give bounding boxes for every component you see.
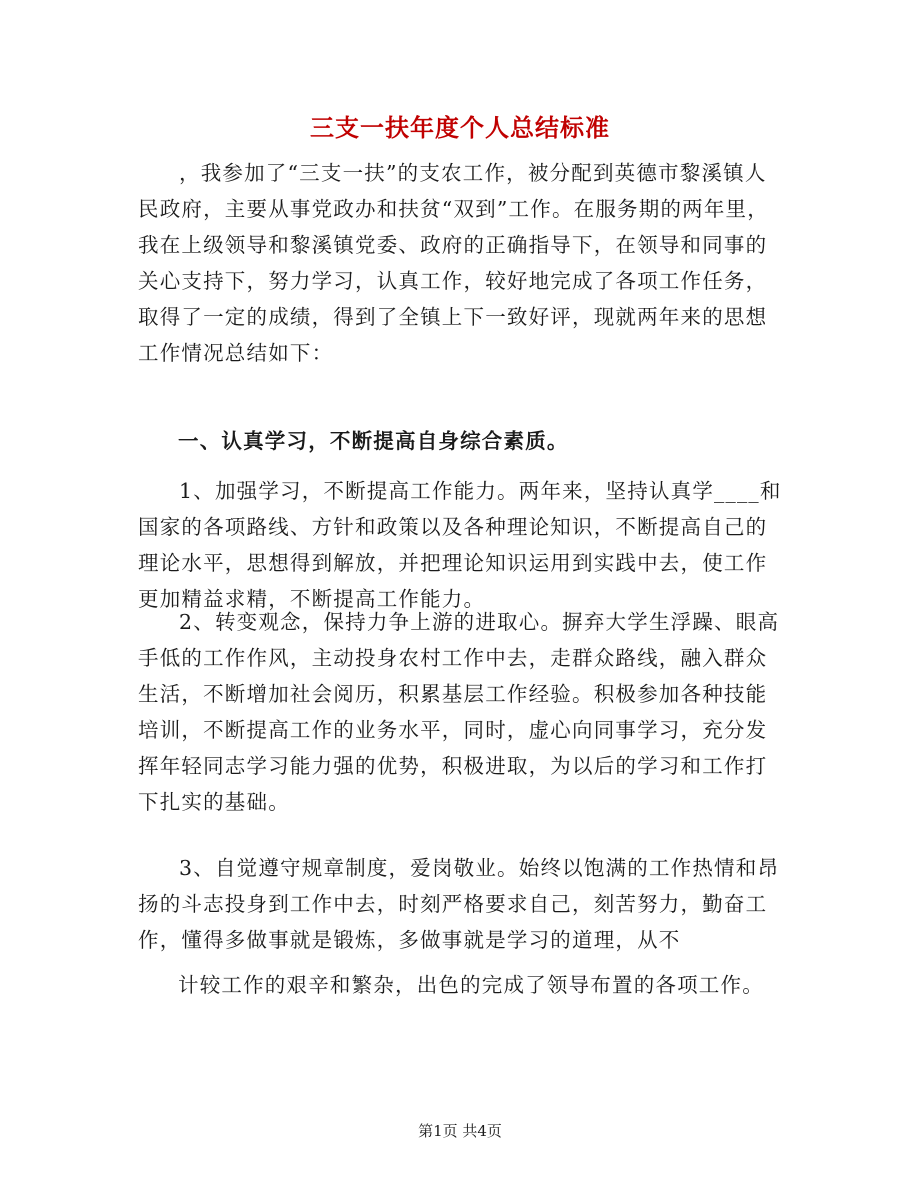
item-1-text: 1、加强学习，不断提高工作能力。两年来，坚持认真学____和国家的各项路线、方针和政策以及各种理论知识，不断提高自己的理论水平，思想得到解放，并把理论知识运用到实践中去，使工作更加精益求精，不断提高工作能力。	[138, 479, 782, 611]
tail-text: 计较工作的艰辛和繁杂，出色的完成了领导布置的各项工作。	[178, 973, 764, 997]
item-3-text: 3、自觉遵守规章制度，爱岗敬业。始终以饱满的工作热情和昂扬的斗志投身到工作中去，时刻严格要求自己，刻苦努力，勤奋工作，懂得多做事就是锻炼，多做事就是学习的道理，从不	[138, 856, 780, 952]
item-2-text: 2、转变观念，保持力争上游的进取心。摒弃大学生浮躁、眼高手低的工作作风，主动投身农村工作中去，走群众路线，融入群众生活，不断增加社会阅历，积累基层工作经验。积极参加各种技能培训，不断提高工作的业务水平，同时，虚心向同事学习，充分发挥年轻同志学习能力强的优势，积极进取，为以后的学习和工作打下扎实的基础。	[138, 610, 780, 814]
page-footer: 第1页 共4页	[418, 1122, 502, 1140]
tail-paragraph	[178, 967, 798, 1003]
item-1-paragraph	[138, 473, 788, 617]
document-title: 三支一扶年度个人总结标准	[310, 113, 610, 142]
intro-text: ，我参加了“三支一扶”的支农工作，被分配到英德市黎溪镇人民政府，主要从事党政办和扶贫“双到”工作。在服务期的两年里，我在上级领导和黎溪镇党委、政府的正确指导下，在领导和同事的关心支持下，努力学习，认真工作，较好地完成了各项工作任务，取得了一定的成绩，得到了全镇上下一致好评，现就两年来的思想工作情况总结如下：	[138, 161, 769, 365]
intro-paragraph	[138, 155, 788, 371]
item-2-paragraph	[138, 604, 788, 820]
item-3-paragraph	[138, 850, 788, 958]
section-heading-1: 一、认真学习，不断提高自身综合素质。	[178, 429, 569, 453]
